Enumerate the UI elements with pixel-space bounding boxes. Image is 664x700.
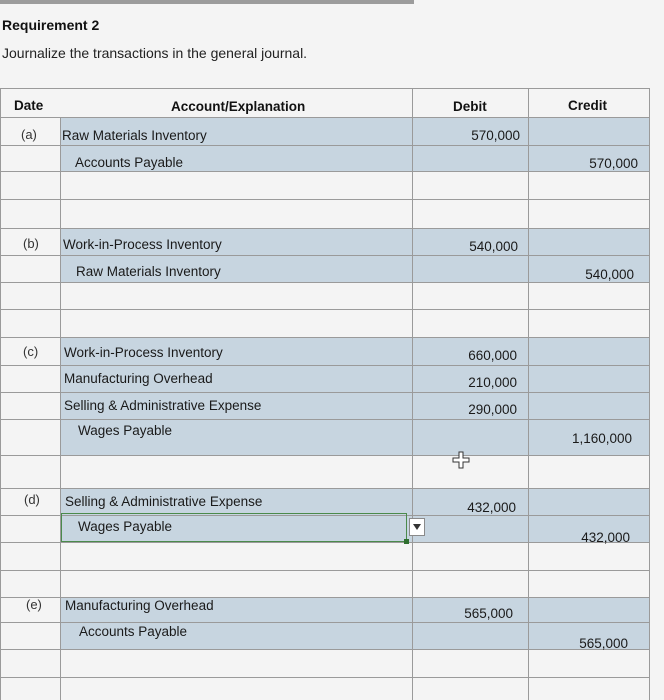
account-cell[interactable]: Manufacturing Overhead: [64, 371, 213, 386]
account-cell[interactable]: Raw Materials Inventory: [76, 264, 221, 279]
account-cell[interactable]: Accounts Payable: [79, 624, 188, 639]
entry-date: (b): [23, 236, 39, 251]
debit-cell[interactable]: 432,000: [467, 500, 516, 515]
account-cell[interactable]: Selling & Administrative Expense: [65, 494, 263, 509]
debit-cell[interactable]: 565,000: [464, 606, 513, 621]
entry-date: (d): [24, 492, 40, 507]
account-cell[interactable]: Work-in-Process Inventory: [64, 345, 223, 360]
requirement-title: Requirement 2: [2, 17, 100, 33]
debit-cell[interactable]: 570,000: [471, 128, 520, 143]
entry-date: (c): [23, 344, 39, 359]
header-date: Date: [14, 98, 44, 113]
credit-cell[interactable]: 565,000: [579, 636, 628, 651]
header-account: Account/Explanation: [171, 99, 306, 114]
debit-cell[interactable]: 290,000: [468, 402, 517, 417]
account-dropdown-button[interactable]: [409, 518, 425, 536]
account-cell[interactable]: Raw Materials Inventory: [62, 128, 207, 143]
chevron-down-icon: [412, 523, 422, 531]
header-credit: Credit: [568, 98, 608, 113]
account-cell[interactable]: Accounts Payable: [75, 155, 184, 170]
entry-date: (a): [21, 127, 37, 142]
debit-cell[interactable]: 660,000: [468, 348, 517, 363]
requirement-instruction: Journalize the transactions in the general journal.: [2, 45, 308, 61]
fill-handle[interactable]: [404, 539, 409, 544]
debit-cell[interactable]: 210,000: [468, 375, 517, 390]
account-cell[interactable]: Manufacturing Overhead: [65, 598, 214, 613]
credit-cell[interactable]: 570,000: [589, 156, 638, 171]
credit-cell[interactable]: 540,000: [585, 267, 634, 282]
header-debit: Debit: [453, 99, 487, 114]
credit-cell[interactable]: 432,000: [581, 530, 630, 545]
account-cell[interactable]: Selling & Administrative Expense: [64, 398, 262, 413]
account-cell[interactable]: Work-in-Process Inventory: [63, 237, 222, 252]
credit-cell[interactable]: 1,160,000: [571, 431, 632, 446]
top-divider: [0, 0, 414, 4]
account-cell[interactable]: Wages Payable: [78, 423, 173, 438]
account-cell[interactable]: Wages Payable: [78, 519, 173, 534]
entry-date: (e): [26, 597, 42, 612]
crosshair-cursor-icon: [452, 451, 470, 469]
debit-cell[interactable]: 540,000: [469, 239, 518, 254]
